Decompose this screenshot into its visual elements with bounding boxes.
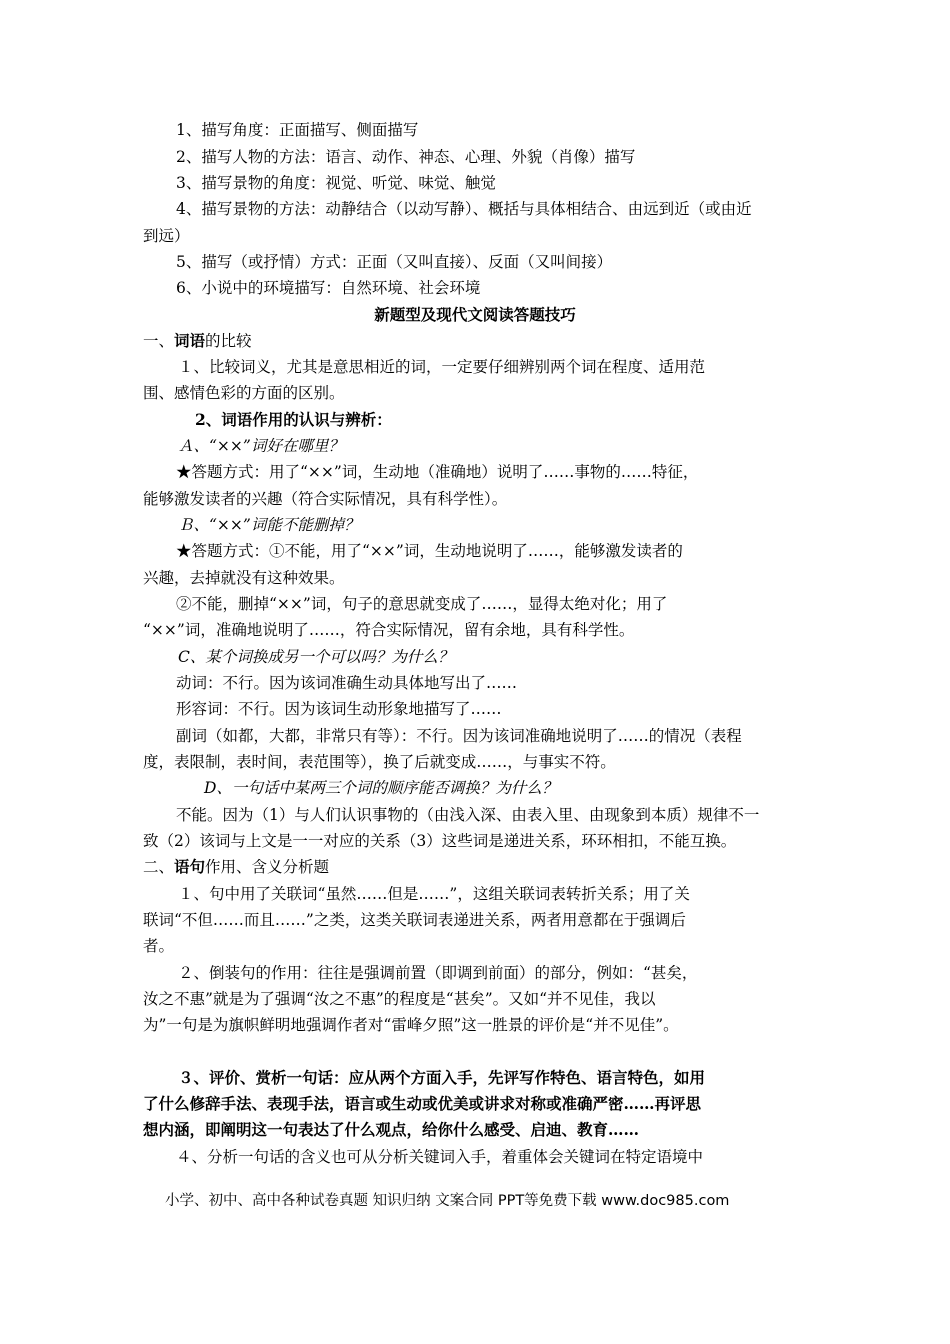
- heading-number: 一、: [143, 332, 175, 350]
- answer-line: 副词（如都，大都，非常只有等）：不行。因为该词准确地说明了……的情况（表程: [176, 727, 742, 745]
- paragraph-line: １、句中用了关联词“虽然……但是……”，这组关联词表转折关系；用了关: [178, 885, 690, 903]
- question-c: C、某个词换成另一个可以吗？为什么？: [178, 648, 454, 666]
- paragraph-line: 联词“不但……而且……”之类，这类关联词表递进关系，两者用意都在于强调后: [143, 911, 686, 929]
- subheading: 2、词语作用的认识与辨析：: [195, 410, 392, 429]
- section-heading-2: [143, 857, 329, 877]
- list-item: 6、小说中的环境描写：自然环境、社会环境: [176, 279, 481, 297]
- answer-line: 度，表限制，表时间，表范围等），换了后就变成……，与事实不符。: [143, 753, 616, 771]
- heading-number: 二、: [143, 858, 175, 876]
- paragraph-line-bold: 了什么修辞手法、表现手法，语言或生动或优美或讲求对称或准确严密……再评思: [143, 1094, 702, 1113]
- list-item: 4、描写景物的方法：动静结合（以动写静）、概括与具体相结合、由远到近（或由近: [176, 200, 752, 218]
- heading-text: 作用、含义分析题: [205, 858, 330, 876]
- question-d: D、一句话中某两三个词的顺序能否调换？为什么？: [204, 779, 558, 797]
- list-item: 3、描写景物的角度：视觉、听觉、味觉、触觉: [176, 174, 496, 192]
- paragraph-line-bold: ３、评价、赏析一句话：应从两个方面入手，先评写作特色、语言特色，如用: [178, 1068, 706, 1087]
- answer-line: “××”词，准确地说明了……，符合实际情况，留有余地，具有科学性。: [143, 621, 635, 639]
- heading-keyword: 词语: [174, 331, 206, 350]
- paragraph-line: １、比较词义，尤其是意思相近的词，一定要仔细辨别两个词在程度、适用范: [178, 358, 706, 376]
- paragraph-line: 者。: [143, 937, 175, 955]
- list-item: 5、描写（或抒情）方式：正面（又叫直接）、反面（又叫间接）: [176, 253, 613, 271]
- paragraph-line: 汝之不惠”就是为了强调“汝之不惠”的程度是“甚矣”。又如“并不见佳，我以: [143, 990, 656, 1008]
- section-title: 新题型及现代文阅读答题技巧: [374, 305, 576, 324]
- list-item: 2、描写人物的方法：语言、动作、神态、心理、外貌（肖像）描写: [176, 148, 636, 166]
- answer-line: 能够激发读者的兴趣（符合实际情况，具有科学性）。: [143, 490, 508, 508]
- question-a: Ａ、“××”词好在哪里？: [178, 437, 344, 455]
- heading-keyword: 语句: [174, 857, 206, 876]
- paragraph-line-bold: 想内涵，即阐明这一句表达了什么观点，给你什么感受、启迪、教育……: [143, 1120, 640, 1139]
- answer-line: 致（2）该词与上文是一一对应的关系（3）这些词是递进关系，环环相扣，不能互换。: [143, 832, 737, 850]
- answer-line: 动词：不行。因为该词准确生动具体地写出了……: [176, 674, 518, 692]
- paragraph-line: ２、倒装句的作用：往往是强调前置（即调到前面）的部分，例如：“甚矣，: [178, 964, 698, 982]
- answer-line: 兴趣，去掉就没有这种效果。: [143, 569, 345, 587]
- answer-line: 不能。因为（1）与人们认识事物的（由浅入深、由表入里、由现象到本质）规律不一: [176, 806, 760, 824]
- question-b: Ｂ、“××”词能不能删掉？: [178, 516, 360, 534]
- answer-line: ★答题方式：用了“××”词，生动地（准确地）说明了……事物的……特征，: [176, 463, 699, 481]
- page-footer: 小学、初中、高中各种试卷真题 知识归纳 文案合同 PPT等免费下载 www.doc985.com: [165, 1193, 730, 1209]
- list-item-continuation: 到远）: [143, 227, 190, 245]
- heading-text: 的比较: [205, 332, 252, 350]
- answer-line: ★答题方式：①不能，用了“××”词，生动地说明了……，能够激发读者的: [176, 542, 683, 560]
- paragraph-line: ４、分析一句话的含义也可从分析关键词入手，着重体会关键词在特定语境中: [176, 1148, 704, 1166]
- answer-line: 形容词：不行。因为该词生动形象地描写了……: [176, 700, 502, 718]
- paragraph-line: 围、感情色彩的方面的区别。: [143, 384, 345, 402]
- paragraph-line: 为”一句是为旗帜鲜明地强调作者对“雷峰夕照”这一胜景的评价是“并不见佳”。: [143, 1016, 679, 1034]
- list-item: 1、描写角度：正面描写、侧面描写: [176, 121, 419, 139]
- section-heading-1: [143, 331, 252, 351]
- answer-line: ②不能，删掉“××”词，句子的意思就变成了……，显得太绝对化；用了: [176, 595, 668, 613]
